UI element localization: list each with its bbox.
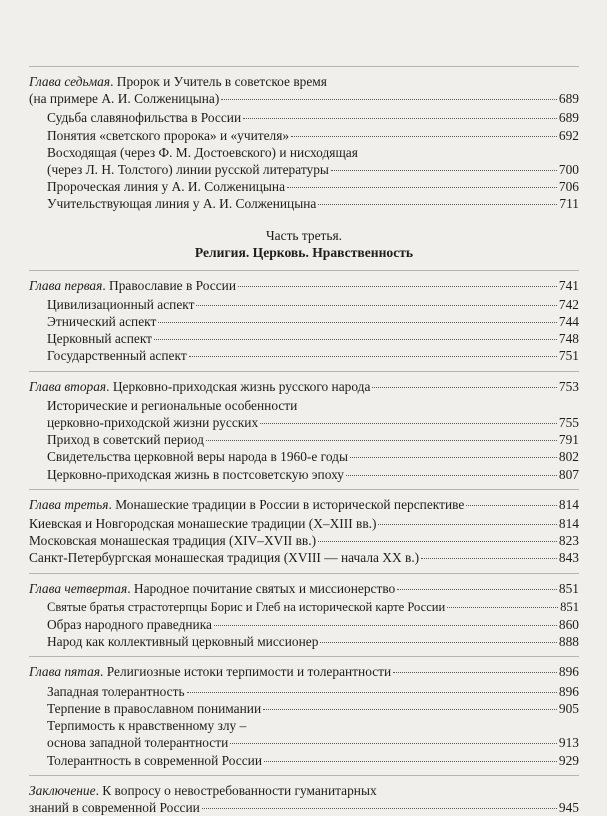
chapter-heading — [29, 378, 579, 395]
leader-dots — [221, 99, 557, 100]
chapter-title: . Пророк и Учитель в советское время — [110, 74, 327, 89]
conclusion-title-cont: знаний в современной России — [29, 799, 200, 815]
chapter-7 — [29, 66, 579, 213]
conclusion-title: . К вопросу о невостребованности гуманитарных — [95, 782, 377, 798]
page-number: 753 — [558, 378, 579, 394]
toc-entry: Церковный аспект 748 — [47, 331, 579, 347]
toc-entry: Киевская и Новгородская монашеские традиции (X–XIII вв.) 814 — [29, 516, 579, 532]
page-number: 689 — [558, 91, 579, 107]
toc-line — [29, 90, 579, 107]
page-number: 851 — [558, 580, 579, 596]
chapter-heading — [29, 663, 579, 680]
chapter-4 — [29, 573, 579, 651]
conclusion — [29, 775, 579, 816]
toc-entry: Санкт-Петербургская монашеская традиция (XVIII — начала XX в.) 843 — [29, 550, 579, 566]
toc-entry: Пророческая линия у А. И. Солженицына 706 — [47, 179, 579, 195]
chapter-3 — [29, 489, 579, 567]
toc-entry: Понятия «светского пророка» и «учителя» 692 — [47, 127, 579, 143]
page-number: 814 — [558, 496, 579, 512]
page-number: 896 — [558, 664, 579, 680]
page-number: 741 — [558, 277, 579, 293]
chapter-title: . Монашеские традиции в России в исторической перспективе — [108, 496, 465, 512]
toc-entry: Народ как коллективный церковный миссионер 888 — [47, 634, 579, 650]
conclusion-heading — [29, 782, 579, 799]
toc-entry: Московская монашеская традиция (XIV–XVII вв.) 823 — [29, 533, 579, 549]
entry-list — [29, 109, 579, 212]
chapter-label: Глава вторая — [29, 378, 107, 394]
chapter-2 — [29, 371, 579, 483]
toc-entry: Западная толерантность 896 — [47, 683, 579, 699]
toc-entry-part: Восходящая (через Ф. М. Достоевского) и нисходящая — [47, 144, 358, 160]
chapter-1 — [29, 270, 579, 365]
toc-entry: Этнический аспект 744 — [47, 314, 579, 330]
toc-entry-part: Исторические и региональные особенности — [47, 397, 298, 413]
chapter-label: Глава седьмая — [29, 74, 111, 89]
toc-entry: Свидетельства церковной веры народа в 1960-е годы 802 — [47, 449, 579, 465]
chapter-title: . Православие в России — [102, 277, 236, 293]
toc-entry: церковно-приходской жизни русских 755 — [47, 415, 579, 431]
chapter-heading — [29, 73, 579, 90]
part-number: Часть третья. — [265, 227, 342, 243]
chapter-heading — [29, 496, 579, 513]
toc-entry: (через Л. Н. Толстого) линии русской литературы 700 — [47, 162, 579, 178]
chapter-label: Глава третья — [29, 496, 109, 512]
toc-entry: Терпение в православном понимании 905 — [47, 700, 579, 716]
chapter-label: Глава первая — [29, 277, 103, 293]
table-of-contents — [29, 60, 579, 816]
chapter-label: Глава пятая — [29, 664, 101, 680]
toc-entry-part: Терпимость к нравственному злу – — [47, 718, 247, 734]
chapter-label: Глава четвертая — [29, 580, 128, 596]
toc-entry: Приход в советский период 791 — [47, 432, 579, 448]
toc-line — [29, 799, 579, 816]
toc-entry: Государственный аспект 751 — [47, 348, 579, 364]
chapter-title: . Церковно-приходская жизнь русского народа — [106, 378, 371, 394]
toc-entry: Судьба славянофильства в России 689 — [47, 110, 579, 126]
toc-entry: Учительствующая линия у А. И. Солженицына 711 — [47, 196, 579, 212]
toc-entry: Толерантность в современной России 929 — [47, 752, 579, 768]
conclusion-label: Заключение — [29, 782, 96, 798]
chapter-heading — [29, 277, 579, 294]
part-heading — [29, 227, 579, 262]
chapter-5 — [29, 656, 579, 768]
chapter-title: . Народное почитание святых и миссионерство — [127, 580, 396, 596]
chapter-title: . Религиозные истоки терпимости и толерантности — [100, 664, 392, 680]
part-title: Религия. Церковь. Нравственность — [194, 244, 414, 260]
chapter-heading — [29, 580, 579, 597]
toc-entry: Цивилизационный аспект 742 — [47, 296, 579, 312]
toc-entry: Церковно-приходская жизнь в постсоветскую эпоху 807 — [47, 466, 579, 482]
chapter-title-cont: (на примере А. И. Солженицына) — [29, 91, 220, 107]
toc-entry: Образ народного праведника 860 — [47, 617, 579, 633]
toc-entry: Святые братья страстотерпцы Борис и Глеб на исторической карте России 851 — [47, 599, 579, 614]
page-number: 945 — [558, 799, 579, 815]
toc-entry: основа западной толерантности 913 — [47, 735, 579, 751]
